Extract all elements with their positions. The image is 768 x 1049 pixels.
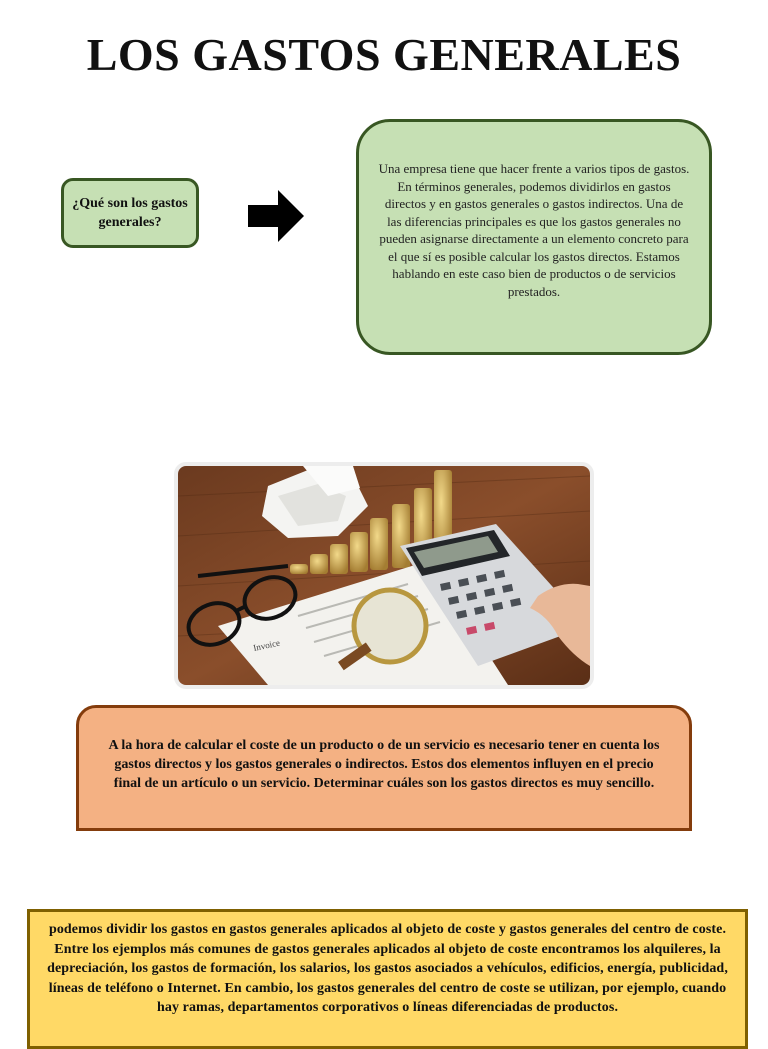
question-box [61,178,199,248]
desk-calculator-image [178,466,590,685]
question-text: ¿Qué son los gastos generales? [72,196,188,230]
page-title: LOS GASTOS GENERALES [86,29,682,80]
detail-box [27,909,748,1049]
info-box [76,705,692,831]
right-arrow-icon [248,190,306,242]
accounting-photo [178,466,590,685]
detail-text: podemos dividir los gastos en gastos generales aplicados al objeto de coste y gastos generales del centro de coste. Entre los ejemplos más comunes de gastos generales aplicados al objeto de coste encontramos los alquileres, la depreciación, los gastos de formación, los salarios, los gastos asociados a vehículos, edificios, energía, publicidad, líneas de teléfono o Internet. En cambio, los gastos generales del centro de coste se utilizan, por ejemplo, cuando hay ramas, departamentos corporativos o líneas diferenciadas de productos. [47,922,728,1015]
info-text: A la hora de calcular el coste de un producto o de un servicio es necesario tener en cuenta los gastos directos y los gastos generales o indirectos. Estos dos elementos influyen en el precio final de un artículo o un servicio. Determinar cuáles son los gastos directos es muy sencillo. [108,738,660,791]
invoice-label: Invoice [252,637,281,653]
definition-text: Una empresa tiene que hacer frente a varios tipos de gastos. En términos generales, podemos dividirlos en gastos directos y en gastos generales o gastos indirectos. Una de las diferencias principales es que los gastos generales no pueden asignarse directamente a un elemento concreto para el que sí es posible calcular los gastos directos. Estamos hablando en este caso bien de productos o de servicios prestados. [378,161,690,299]
definition-box [356,119,712,355]
